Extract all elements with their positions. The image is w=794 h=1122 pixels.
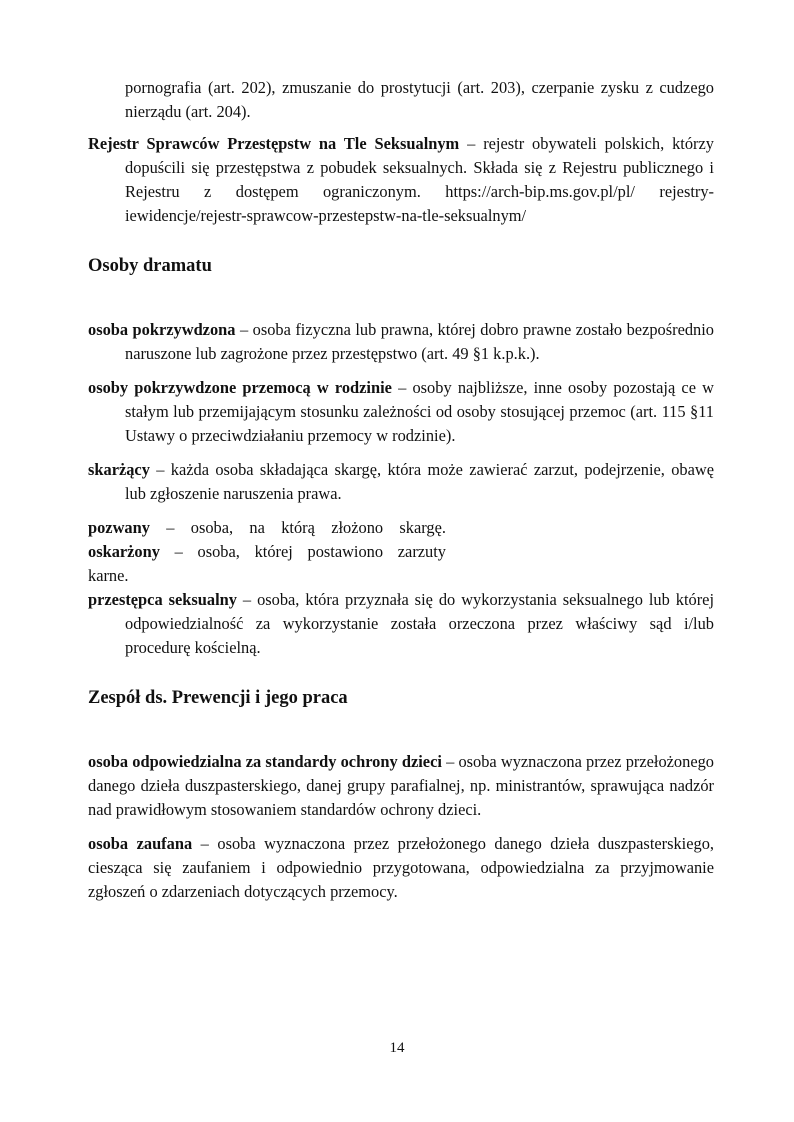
registry-entry	[88, 132, 714, 228]
section-heading-osoby-dramatu: Osoby dramatu	[88, 256, 212, 276]
definition-term: pozwany	[88, 518, 150, 537]
definition-term: osoby pokrzywdzone przemocą w rodzinie	[88, 378, 392, 397]
definition-term: skarżący	[88, 460, 150, 479]
definition-entry	[88, 318, 714, 366]
definition-text: – osoba, której postawiono zarzuty	[159, 542, 446, 561]
definition-continuation: karne.	[88, 566, 129, 585]
section-heading-zespol-prewencji: Zespół ds. Prewencji i jego praca	[88, 688, 348, 708]
definition-term: oskarżony	[88, 542, 160, 561]
definition-term: osoba zaufana	[88, 834, 193, 853]
definition-entry	[88, 750, 714, 822]
definition-term: osoba pokrzywdzona	[88, 320, 236, 339]
continuation-paragraph: pornografia (art. 202), zmuszanie do prostytucji (art. 203), czerpanie zysku z cudzego nierządu (art. 204).	[125, 78, 714, 121]
definition-entry	[88, 376, 714, 448]
definition-entry	[88, 458, 714, 506]
registry-definition: – rejestr obywateli polskich, którzy dopuścili się przestępstwa z pobudek seksualnych. Składa się z Rejestru publicznego i Rejestru z dostępem ograniczonym. https://arch-bip.ms.gov.pl/pl/ rejestry-iewidencje/rejestr-sprawcow-przestepstw-na-tle-seksualnym/	[125, 134, 714, 225]
definition-text: – osoba, na którą złożono skargę.	[149, 518, 446, 537]
definition-entry	[88, 832, 714, 904]
definition-text: – osoby najbliższe, inne osoby pozostają ce w stałym lub przemijającym stosunku zależności od osoby stosującej przemoc (art. 115 §11 Ustawy o przeciwdziałaniu przemocy w rodzinie).	[125, 378, 714, 445]
definition-entry	[88, 540, 446, 564]
page-content	[88, 76, 714, 904]
definition-text: – osoba, która przyznała się do wykorzystania seksualnego lub której odpowiedzialność za wykorzystanie została orzeczona przez właściwy sąd i/lub procedurę kościelną.	[125, 590, 714, 657]
registry-term: Rejestr Sprawców Przestępstw na Tle Seksualnym	[88, 134, 460, 153]
definition-entry	[88, 516, 446, 540]
definition-text: – każda osoba składająca skargę, która może zawierać zarzut, podejrzenie, obawę lub zgłoszenie naruszenia prawa.	[125, 460, 714, 503]
definition-entry	[88, 588, 714, 660]
definition-term: osoba odpowiedzialna za standardy ochrony dzieci	[88, 752, 442, 771]
definition-term: przestępca seksualny	[88, 590, 237, 609]
definition-text: – osoba fizyczna lub prawna, której dobro prawne zostało bezpośrednio naruszone lub zagrożone przez przestępstwo (art. 49 §1 k.p.k.).	[125, 320, 714, 363]
page-number: 14	[389, 1040, 405, 1056]
definition-text: – osoba wyznaczona przez przełożonego danego dzieła duszpasterskiego, danej grupy parafialnej, np. ministrantów, sprawująca nadzór nad prawidłowym stosowaniem standardów ochrony dzieci.	[88, 752, 714, 819]
definition-text: – osoba wyznaczona przez przełożonego danego dzieła duszpasterskiego, ciesząca się zaufaniem i odpowiednio przygotowana, odpowiedzialna za przyjmowanie zgłoszeń o zdarzeniach dotyczących przemocy.	[88, 834, 714, 901]
